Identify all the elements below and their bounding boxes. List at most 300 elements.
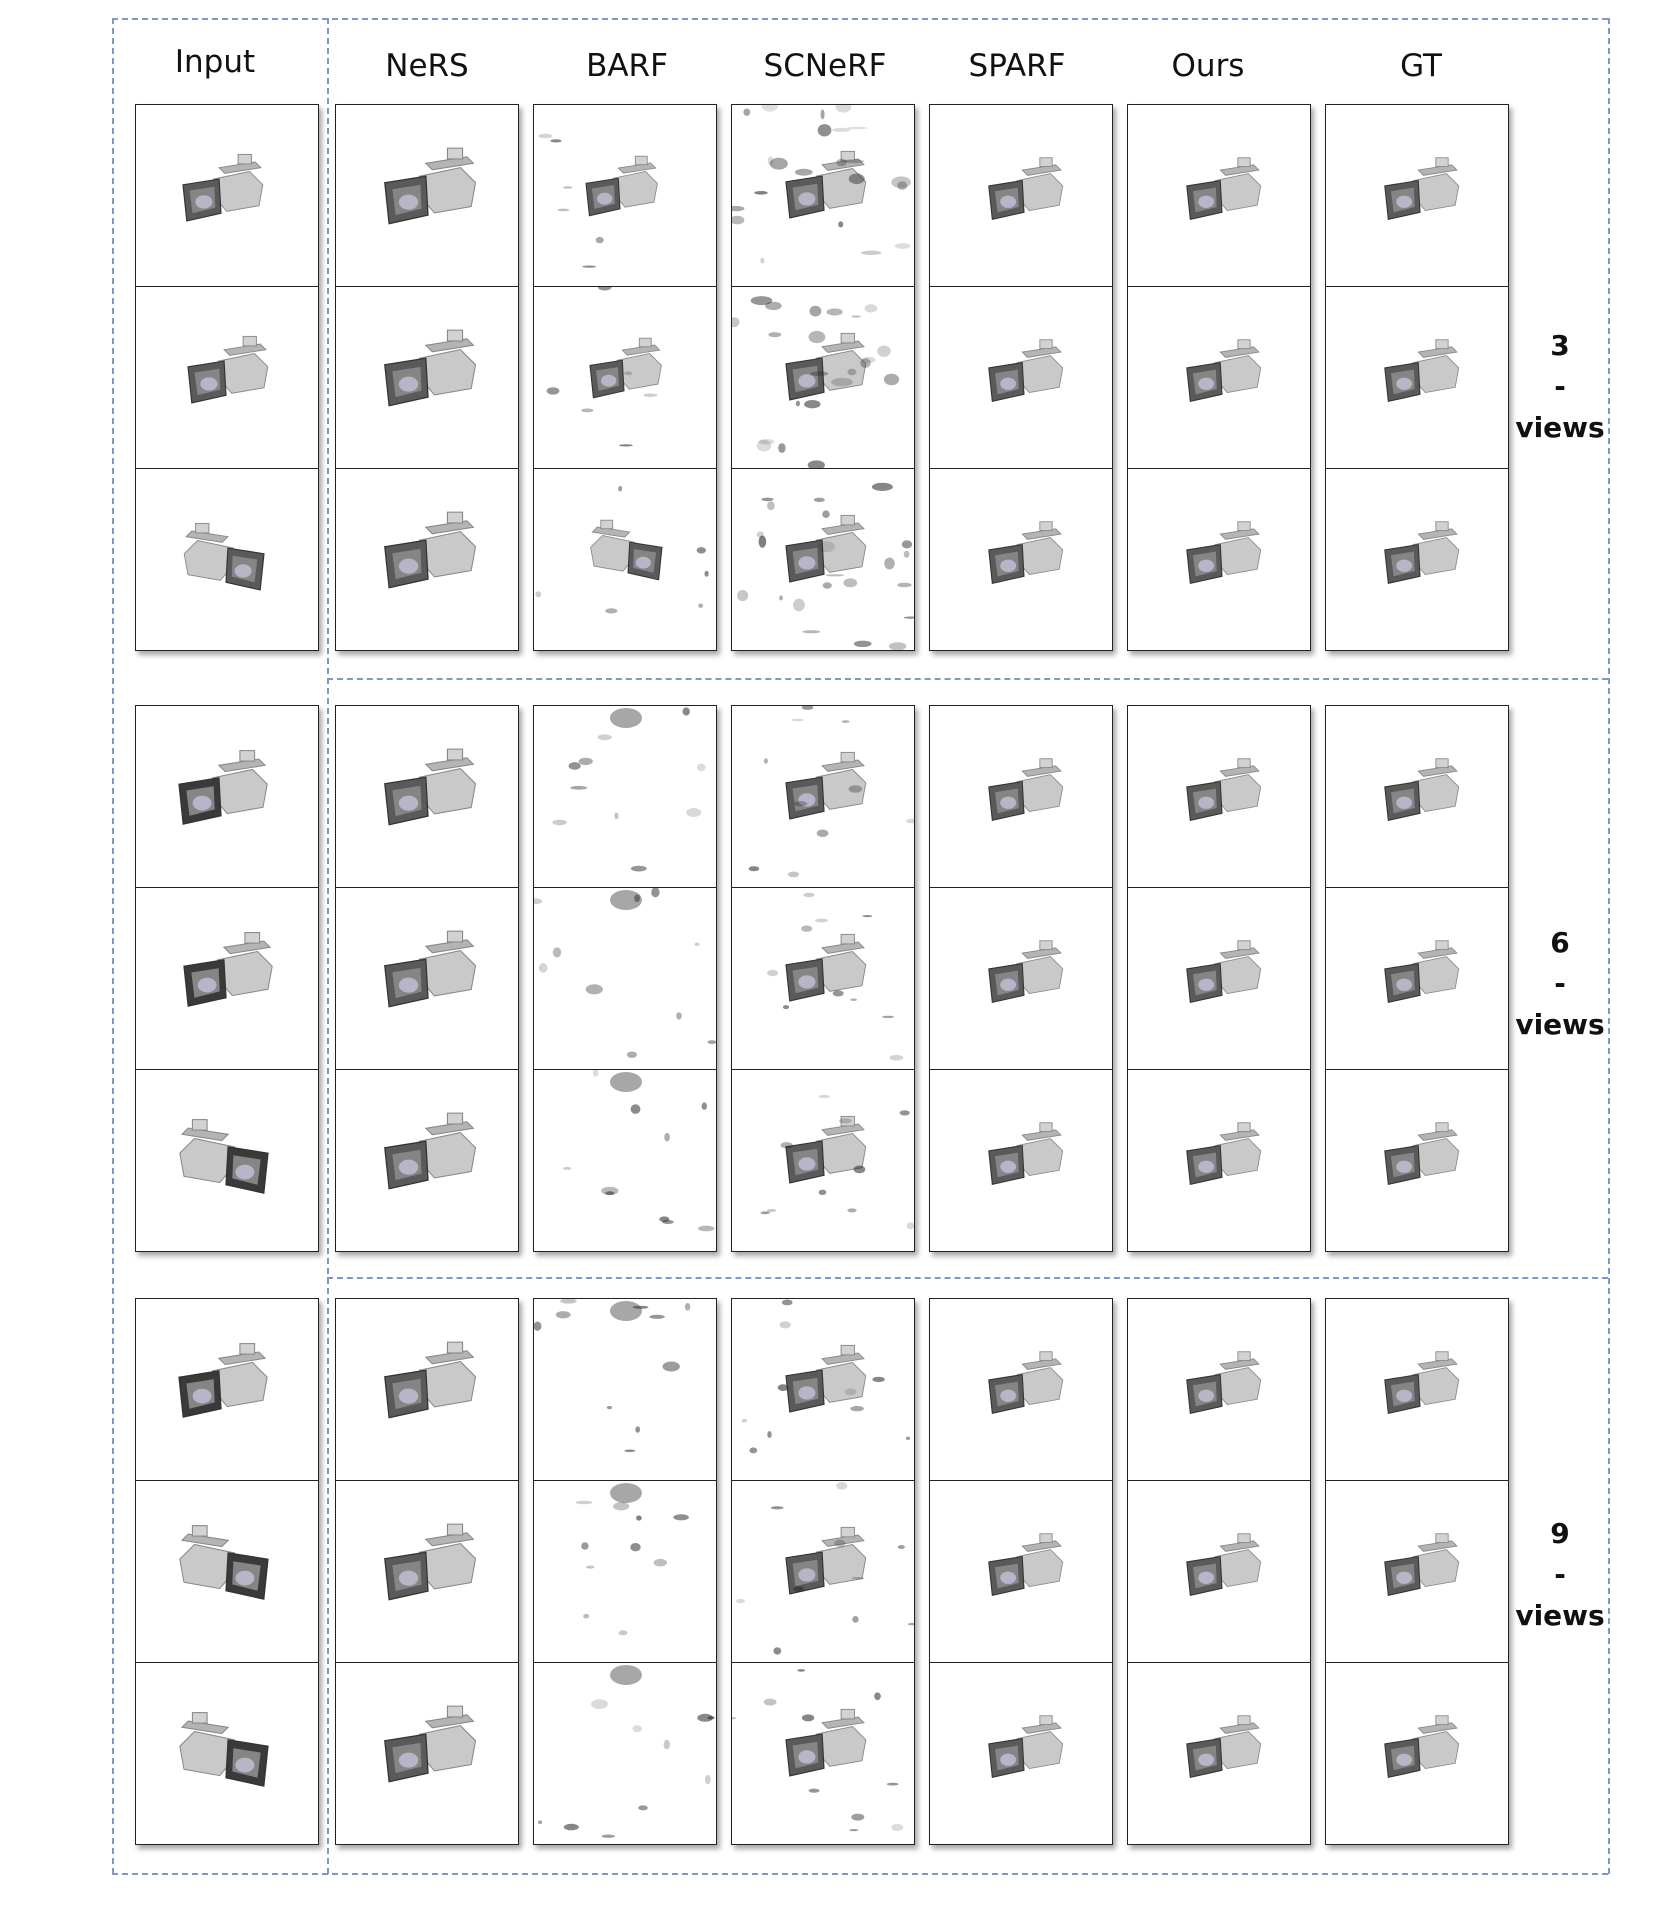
artifact-blob (695, 943, 700, 946)
render-image (732, 1299, 914, 1480)
render-tile (336, 287, 518, 469)
artifact-blob (662, 1220, 674, 1224)
artifact-blob (732, 206, 744, 211)
artifact-blob (849, 785, 863, 792)
render-image (1128, 888, 1310, 1069)
artifact-blob (770, 158, 788, 170)
artifact-blob (759, 439, 775, 444)
artifact-blob (895, 243, 911, 249)
render-image (930, 469, 1112, 650)
group-label-3-views (1500, 325, 1620, 448)
camera-render (1385, 1352, 1459, 1414)
camera-render (385, 512, 476, 588)
artifact-blob (697, 764, 706, 772)
artifact-blob (632, 1725, 642, 1732)
tile-column-ners (335, 1298, 519, 1845)
camera-render (385, 931, 476, 1007)
artifact-blob (778, 1384, 789, 1391)
render-tile (534, 1299, 716, 1481)
group-count: 6 (1550, 926, 1570, 959)
render-tile (1326, 287, 1508, 469)
render-image (1128, 706, 1310, 887)
artifact-blob (685, 1303, 690, 1311)
render-image (1128, 1070, 1310, 1251)
artifact-blob (624, 1450, 635, 1453)
artifact-blob (759, 536, 767, 548)
artifact-blob (810, 371, 828, 376)
render-tile (534, 1481, 716, 1663)
render-image (336, 888, 518, 1069)
camera-render (586, 156, 657, 216)
group-divider-2 (327, 1277, 1608, 1279)
render-image (1326, 1070, 1508, 1251)
render-tile (1326, 888, 1508, 1070)
artifact-blob (843, 159, 865, 163)
render-tile (930, 469, 1112, 650)
artifact-blob (570, 786, 587, 790)
column-header-sparf: SPARF (968, 48, 1066, 84)
artifact-blob (631, 1104, 641, 1114)
artifact-blob (849, 1829, 858, 1831)
tile-column-input (135, 705, 319, 1252)
artifact-blob (815, 919, 828, 923)
artifact-blob (819, 1190, 827, 1195)
group-divider-1 (327, 678, 1608, 680)
camera-render (1187, 340, 1261, 402)
render-image (534, 105, 716, 286)
artifact-blob (851, 1814, 864, 1821)
artifact-blob (831, 378, 853, 387)
artifact-blob (802, 706, 814, 710)
tile-column-scnerf (731, 104, 915, 651)
artifact-blob (749, 866, 760, 871)
render-image (930, 1070, 1112, 1251)
group-unit: views (1515, 1599, 1605, 1632)
render-tile (930, 1663, 1112, 1844)
artifact-blob (610, 1483, 642, 1503)
artifact-blob (535, 591, 541, 597)
render-tile (336, 469, 518, 650)
artifact-blob (663, 1362, 680, 1372)
camera-render (385, 749, 476, 825)
artifact-blob (705, 571, 709, 577)
artifact-blob (835, 105, 851, 113)
camera-render (989, 1352, 1063, 1414)
artifact-blob (610, 890, 642, 910)
artifact-blob (552, 820, 567, 826)
camera-render (786, 1116, 866, 1183)
artifact-blob (586, 984, 603, 994)
tile-column-barf (533, 104, 717, 651)
artifact-blob (610, 708, 642, 728)
camera-render (590, 338, 661, 398)
artifact-blob (882, 1016, 894, 1018)
artifact-blob (863, 357, 876, 363)
artifact-blob (644, 394, 658, 397)
artifact-blob (619, 444, 633, 446)
artifact-blob (865, 304, 878, 312)
render-tile (1128, 1299, 1310, 1481)
artifact-blob (676, 1012, 682, 1019)
camera-render (989, 1716, 1063, 1778)
render-tile (732, 1663, 914, 1844)
camera-render (1385, 941, 1459, 1003)
render-tile (732, 888, 914, 1070)
artifact-blob (904, 551, 910, 558)
render-tile (534, 1663, 716, 1844)
artifact-blob (906, 1437, 910, 1440)
render-tile (136, 706, 318, 888)
render-image (732, 706, 914, 887)
camera-render (989, 340, 1063, 402)
render-image (1326, 1481, 1508, 1662)
camera-render (385, 330, 476, 406)
tile-column-input (135, 1298, 319, 1845)
camera-render (184, 523, 264, 590)
render-image (336, 287, 518, 468)
artifact-blob (593, 1070, 598, 1077)
render-tile (1128, 888, 1310, 1070)
render-tile (930, 1070, 1112, 1251)
render-tile (136, 888, 318, 1070)
tile-column-sparf (929, 1298, 1113, 1845)
artifact-blob (631, 866, 647, 872)
camera-render (1385, 1716, 1459, 1778)
render-image (136, 706, 318, 887)
render-tile (1326, 1663, 1508, 1844)
artifact-blob (598, 287, 612, 291)
column-header-ners: NeRS (385, 48, 469, 84)
artifact-blob (550, 139, 561, 142)
artifact-blob (564, 1824, 579, 1831)
tile-column-input (135, 104, 319, 651)
artifact-blob (635, 1426, 640, 1433)
artifact-blob (826, 574, 844, 576)
artifact-blob (788, 872, 799, 878)
tile-column-barf (533, 1298, 717, 1845)
artifact-blob (851, 315, 861, 317)
artifact-blob (834, 1540, 845, 1547)
camera-render (1385, 1534, 1459, 1596)
camera-render (786, 1709, 866, 1776)
render-image (732, 105, 914, 286)
artifact-blob (839, 1118, 852, 1123)
render-tile (1128, 469, 1310, 650)
tile-column-gt (1325, 1298, 1509, 1845)
render-image (336, 469, 518, 650)
artifact-blob (845, 1388, 857, 1395)
render-tile (534, 105, 716, 287)
artifact-blob (582, 266, 596, 268)
artifact-blob (614, 813, 618, 820)
artifact-blob (780, 1321, 791, 1328)
artifact-blob (814, 498, 825, 502)
artifact-blob (874, 1692, 881, 1700)
artifact-blob (854, 1166, 866, 1174)
group-unit: views (1515, 411, 1605, 444)
artifact-blob (673, 1514, 689, 1520)
render-image (534, 469, 716, 650)
camera-render (180, 1120, 268, 1194)
artifact-blob (751, 296, 773, 305)
render-image (1128, 1299, 1310, 1480)
group-dash: - (1554, 967, 1566, 1000)
camera-render (1187, 1352, 1261, 1414)
camera-render (1385, 158, 1459, 220)
render-tile (534, 888, 716, 1070)
artifact-blob (683, 707, 690, 715)
artifact-blob (902, 540, 912, 548)
camera-render (1385, 759, 1459, 821)
render-image (336, 1481, 518, 1662)
render-tile (1128, 1481, 1310, 1663)
artifact-blob (810, 306, 822, 317)
render-tile (336, 1481, 518, 1663)
render-tile (534, 1070, 716, 1251)
render-tile (1128, 706, 1310, 888)
camera-render (989, 1123, 1063, 1185)
group-count: 3 (1550, 329, 1570, 362)
artifact-blob (791, 719, 804, 721)
camera-render (385, 1524, 476, 1600)
camera-render (385, 1706, 476, 1782)
artifact-blob (771, 1506, 784, 1509)
artifact-blob (904, 617, 914, 619)
artifact-blob (852, 1616, 858, 1623)
render-tile (732, 105, 914, 287)
column-header-gt: GT (1400, 48, 1442, 84)
artifact-blob (732, 1717, 736, 1719)
artifact-blob (534, 1322, 541, 1331)
artifact-blob (664, 1740, 670, 1750)
render-tile (732, 469, 914, 650)
artifact-blob (808, 460, 825, 468)
camera-render (1385, 522, 1459, 584)
artifact-blob (849, 174, 865, 185)
artifact-blob (900, 1110, 910, 1115)
camera-render (180, 1713, 268, 1787)
camera-render (989, 1534, 1063, 1596)
camera-render (786, 1345, 866, 1412)
render-image (732, 1481, 914, 1662)
render-image (1326, 1299, 1508, 1480)
artifact-blob (569, 762, 581, 770)
artifact-blob (817, 541, 835, 552)
artifact-blob (848, 369, 857, 376)
artifact-blob (702, 1102, 707, 1109)
artifact-blob (764, 758, 768, 764)
artifact-blob (767, 1209, 776, 1212)
frame-bottom (112, 1873, 1608, 1875)
camera-render (786, 333, 866, 400)
artifact-blob (793, 1586, 804, 1592)
artifact-blob (836, 1482, 847, 1490)
column-header-input: Input (174, 44, 256, 80)
artifact-blob (698, 1226, 714, 1232)
artifact-blob (579, 758, 593, 765)
artifact-blob (847, 1208, 856, 1212)
artifact-blob (819, 1095, 831, 1098)
render-tile (136, 469, 318, 650)
render-image (732, 287, 914, 468)
artifact-blob (795, 169, 813, 176)
render-image (534, 1070, 716, 1251)
artifact-blob (563, 186, 573, 189)
render-tile (136, 1299, 318, 1481)
artifact-blob (872, 1377, 884, 1382)
tile-column-ours (1127, 705, 1311, 1252)
render-tile (732, 706, 914, 888)
artifact-blob (539, 134, 553, 139)
artifact-blob (610, 1301, 642, 1321)
render-image (1128, 1481, 1310, 1662)
render-image (1128, 1663, 1310, 1844)
artifact-blob (597, 734, 611, 740)
render-image (930, 888, 1112, 1069)
artifact-blob (743, 109, 750, 116)
artifact-blob (898, 1545, 905, 1549)
render-image (732, 1663, 914, 1844)
tile-column-ners (335, 104, 519, 651)
group-count: 9 (1550, 1517, 1570, 1550)
artifact-blob (838, 221, 843, 227)
render-tile (930, 287, 1112, 469)
artifact-blob (832, 128, 851, 132)
artifact-blob (827, 308, 843, 315)
artifact-blob (664, 1133, 670, 1142)
render-image (1326, 706, 1508, 887)
group-label-6-views (1500, 922, 1620, 1045)
column-header-ours: Ours (1171, 48, 1245, 84)
render-image (1128, 105, 1310, 286)
render-tile (1326, 706, 1508, 888)
render-image (534, 287, 716, 468)
artifact-blob (764, 1699, 777, 1706)
camera-render (989, 158, 1063, 220)
render-image (136, 469, 318, 650)
artifact-blob (768, 332, 781, 337)
artifact-blob (627, 1052, 637, 1058)
artifact-blob (897, 583, 911, 588)
artifact-blob (610, 1072, 642, 1092)
artifact-blob (887, 1783, 899, 1786)
render-image (136, 1481, 318, 1662)
artifact-blob (884, 374, 899, 386)
render-image (732, 888, 914, 1069)
artifact-blob (809, 1789, 820, 1793)
artifact-blob (803, 893, 814, 897)
artifact-blob (861, 251, 881, 255)
artifact-blob (651, 888, 659, 897)
render-image (336, 1663, 518, 1844)
artifact-blob (872, 483, 893, 491)
artifact-blob (850, 998, 857, 1001)
artifact-blob (613, 1502, 629, 1510)
camera-render (786, 1527, 866, 1594)
artifact-blob (891, 176, 911, 188)
artifact-blob (767, 970, 778, 976)
render-image (534, 1299, 716, 1480)
camera-render (1385, 1123, 1459, 1185)
render-tile (732, 1481, 914, 1663)
camera-render (385, 1113, 476, 1189)
render-image (1128, 287, 1310, 468)
artifact-blob (557, 209, 569, 212)
camera-render (179, 751, 267, 825)
render-image (930, 706, 1112, 887)
artifact-blob (737, 590, 748, 601)
camera-render (591, 520, 662, 580)
artifact-blob (779, 596, 783, 601)
artifact-blob (553, 947, 561, 957)
artifact-blob (773, 1647, 781, 1654)
tile-column-scnerf (731, 705, 915, 1252)
render-image (136, 105, 318, 286)
render-tile (1326, 1070, 1508, 1251)
artifact-blob (630, 1543, 640, 1551)
render-tile (1326, 469, 1508, 650)
artifact-blob (618, 486, 622, 492)
render-image (534, 1663, 716, 1844)
artifact-blob (749, 1447, 757, 1453)
frame-left (112, 18, 114, 1874)
artifact-blob (762, 105, 778, 112)
artifact-blob (760, 258, 764, 264)
render-image (1326, 888, 1508, 1069)
artifact-blob (809, 331, 826, 343)
render-tile (336, 1663, 518, 1844)
render-image (136, 888, 318, 1069)
frame-input-divider (327, 18, 329, 1874)
artifact-blob (818, 124, 832, 136)
render-tile (534, 706, 716, 888)
artifact-blob (539, 963, 548, 973)
artifact-blob (697, 547, 706, 553)
artifact-blob (697, 1714, 713, 1722)
artifact-blob (767, 501, 775, 510)
artifact-blob (596, 237, 604, 243)
tile-column-sparf (929, 705, 1113, 1252)
camera-render (1187, 522, 1261, 584)
render-tile (136, 1070, 318, 1251)
render-image (1326, 469, 1508, 650)
artifact-blob (563, 1167, 571, 1170)
render-tile (1128, 287, 1310, 469)
artifact-blob (534, 898, 542, 904)
artifact-blob (851, 1577, 864, 1579)
camera-render (188, 336, 268, 403)
artifact-blob (890, 1055, 904, 1061)
artifact-blob (778, 443, 785, 453)
artifact-blob (638, 1805, 648, 1810)
artifact-blob (556, 1311, 571, 1318)
artifact-blob (649, 1315, 665, 1319)
render-image (930, 287, 1112, 468)
render-tile (930, 1481, 1112, 1663)
camera-render (179, 1344, 267, 1418)
artifact-blob (610, 1665, 642, 1685)
render-tile (534, 287, 716, 469)
render-tile (930, 706, 1112, 888)
artifact-blob (602, 1835, 615, 1838)
artifact-blob (801, 925, 812, 931)
camera-render (989, 941, 1063, 1003)
artifact-blob (783, 1005, 789, 1009)
render-image (1326, 1663, 1508, 1844)
render-image (534, 706, 716, 887)
column-header-scnerf: SCNeRF (763, 48, 887, 84)
tile-column-barf (533, 705, 717, 1252)
